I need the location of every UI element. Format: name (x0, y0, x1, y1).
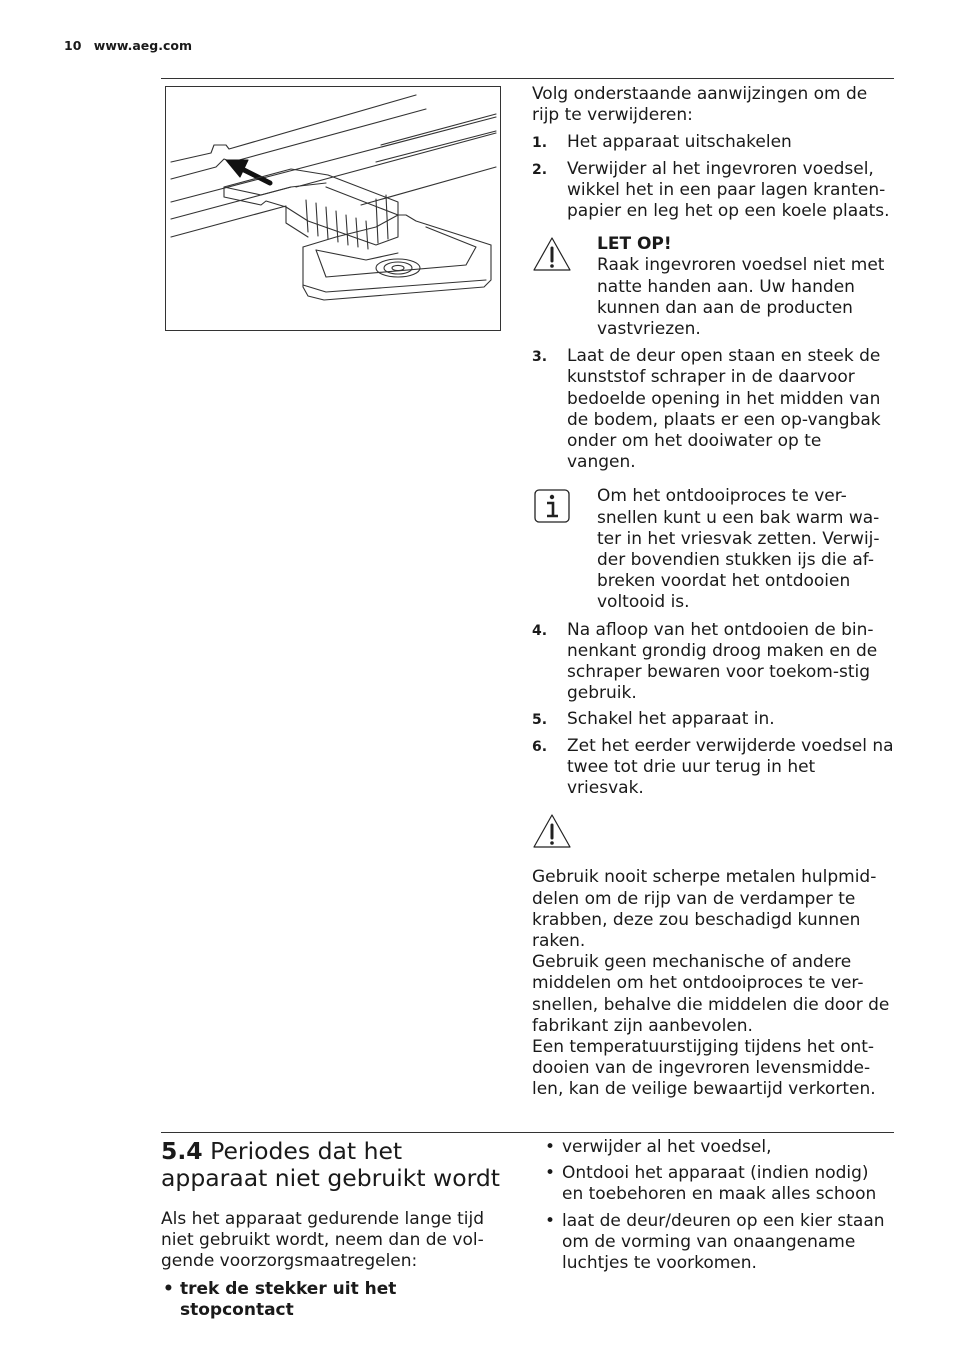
section-rule (161, 1132, 894, 1133)
list-item: • Ontdooi het apparaat (indien nodig) en toebehoren en maak alles schoon (543, 1163, 895, 1205)
defrost-instructions (532, 84, 894, 1101)
section-5-4-left (161, 1138, 506, 1321)
defrost-scraper-illustration (165, 86, 501, 331)
warning-paragraph-3: Een temperatuurstijging tijdens het ont-dooien van de ingevroren levensmidde-len, kan de veilige bewaartijd verkorten. (532, 1036, 876, 1100)
bold-bullet-list (161, 1279, 506, 1321)
steps-list-b (532, 346, 894, 473)
intro-text: Volg onderstaande aanwijzingen om de rijp te verwijderen: (532, 84, 868, 126)
info-note (532, 486, 894, 613)
info-text: Om het ontdooiproces te ver-snellen kunt u een bak warm wa-ter in het vriesvak zetten. Verwij-der bovendien stukken ijs die af-breken voordat het ontdooien voltooid is. (597, 486, 880, 613)
page-header (64, 38, 192, 53)
list-item: • laat de deur/deuren op een kier staan om de vorming van onaangename luchtjes te voorkomen. (543, 1211, 895, 1275)
step-3: 3. Laat de deur open staan en steek de kunststof schraper in de daarvoor bedoelde opening in het midden van de bodem, plaats er een op-vangbak onder om het dooiwater op te vangen. (532, 346, 881, 473)
top-rule (161, 78, 894, 79)
website-url: www.aeg.com (93, 38, 192, 53)
caution-title: LET OP! (597, 234, 672, 255)
caution-note (532, 234, 894, 340)
section-heading: 5.4 Periodes dat het apparaat niet gebruikt wordt (161, 1137, 500, 1192)
warning-triangle-icon (532, 813, 894, 867)
section-5-4-right (543, 1137, 895, 1274)
caution-text: Raak ingevroren voedsel niet met natte handen aan. Uw handen kunnen dan aan de producten vastvriezen. (597, 255, 885, 340)
step-5: 5. Schakel het apparaat in. (532, 709, 775, 730)
step-2: 2. Verwijder al het ingevroren voedsel, wikkel het in een paar lagen kranten-papier en leg het op een koele plaats. (532, 158, 890, 222)
warning-triangle-icon (532, 236, 572, 278)
warning-paragraph-1: Gebruik nooit scherpe metalen hulpmid-delen om de rijp van de verdamper te krabben, deze zou beschadigd kunnen raken. (532, 867, 877, 951)
steps-list-a (532, 132, 894, 222)
precautions-list (543, 1137, 895, 1274)
section-intro: Als het apparaat gedurende lange tijd niet gebruikt wordt, neem dan de vol-gende voorzorgsmaatregelen: (161, 1209, 485, 1272)
list-item: • verwijder al het voedsel, (543, 1137, 895, 1158)
info-icon (532, 488, 572, 530)
step-4: 4. Na afloop van het ontdooien de bin-nenkant grondig droog maken en de schraper bewaren voor toekom-stig gebruik. (532, 619, 878, 704)
step-6: 6. Zet het eerder verwijderde voedsel na twee tot drie uur terug in het vriesvak. (532, 735, 894, 799)
warning-block (532, 813, 894, 1100)
bold-bullet-item: • trek de stekker uit het stopcontact (161, 1279, 506, 1321)
steps-list-c (532, 620, 894, 800)
page-number: 10 (64, 38, 82, 53)
warning-paragraph-2: Gebruik geen mechanische of andere middelen om het ontdooiproces te ver-snellen, behalve die middelen die door de fabrikant zijn aanbevolen. (532, 952, 890, 1036)
step-1: 1. Het apparaat uitschakelen (532, 132, 792, 153)
